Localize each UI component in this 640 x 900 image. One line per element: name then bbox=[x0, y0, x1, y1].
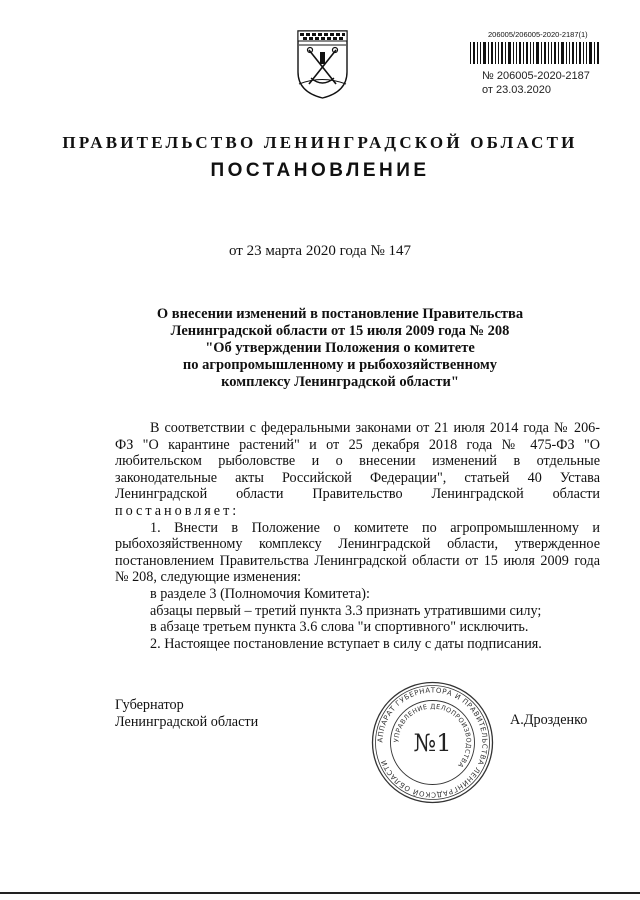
coat-of-arms-icon bbox=[295, 28, 350, 100]
stamp-inner-text: УПРАВЛЕНИЕ ДЕЛОПРОИЗВОДСТВА bbox=[392, 702, 473, 770]
stamp-ring-text: АППАРАТ ГУБЕРНАТОРА И ПРАВИТЕЛЬСТВА ЛЕНИНГРАДСКОЙ ОБЛАСТИ bbox=[376, 686, 489, 799]
resolves-word: постановляет: bbox=[115, 502, 240, 519]
document-date-number: от 23 марта 2020 года № 147 bbox=[228, 243, 412, 259]
stamp-number: №1 bbox=[413, 729, 452, 757]
barcode bbox=[470, 42, 600, 64]
subject-line: по агропромышленному и рыбохозяйственному bbox=[182, 357, 498, 373]
official-stamp bbox=[370, 680, 495, 805]
document-type: ПОСТАНОВЛЕНИЕ bbox=[210, 160, 430, 181]
item-1-change-b: в абзаце третьем пункта 3.6 слова "и спортивного" исключить. bbox=[150, 619, 529, 636]
position-line: Ленинградской области bbox=[115, 713, 259, 730]
preamble-text: В соответствии с федеральными законами от 21 июля 2014 года № 206-ФЗ "О карантине растений" и от 25 декабря 2018 года № 475-ФЗ "О любительском рыболовстве и о внесении изменений в отдельные законодательные акты Российской Федерации", статьей 40 Устава Ленинградской области Правительство Ленинградской области bbox=[115, 420, 600, 503]
item-1: 1. Внести в Положение о комитете по агропромышленному и рыбохозяйственному комплексу Ленинградской области, утвержденное постановлением Правительства Ленинградской области от 15 июля 2009 года № 208, следующие изменения: bbox=[115, 519, 600, 586]
signatory-name: А.Дрозденко bbox=[510, 712, 588, 728]
registration-number: № 206005-2020-2187 bbox=[482, 70, 590, 82]
item-2: 2. Настоящее постановление вступает в силу с даты подписания. bbox=[150, 635, 542, 652]
subject-line: О внесении изменений в постановление Правительства bbox=[156, 306, 524, 322]
item-1-section: в разделе 3 (Полномочия Комитета): bbox=[150, 585, 370, 602]
document-body bbox=[115, 420, 600, 652]
registration-date: от 23.03.2020 bbox=[482, 84, 552, 96]
bottom-border bbox=[0, 892, 640, 894]
item-1-change-a: абзацы первый – третий пункта 3.3 признать утратившими силу; bbox=[150, 602, 542, 619]
signatory-position bbox=[115, 697, 258, 730]
subject-line: Ленинградской области от 15 июля 2009 года № 208 bbox=[170, 323, 510, 339]
position-line: Губернатор bbox=[115, 697, 184, 713]
registration-block bbox=[482, 69, 590, 97]
subject-line: комплексу Ленинградской области" bbox=[221, 374, 459, 390]
government-title: ПРАВИТЕЛЬСТВО ЛЕНИНГРАДСКОЙ ОБЛАСТИ bbox=[62, 133, 578, 152]
document-subject bbox=[130, 306, 550, 391]
document-ref-code: 206005/206005-2020-2187(1) bbox=[488, 30, 588, 39]
preamble-paragraph bbox=[115, 420, 600, 520]
subject-line: "Об утверждении Положения о комитете bbox=[205, 340, 475, 356]
